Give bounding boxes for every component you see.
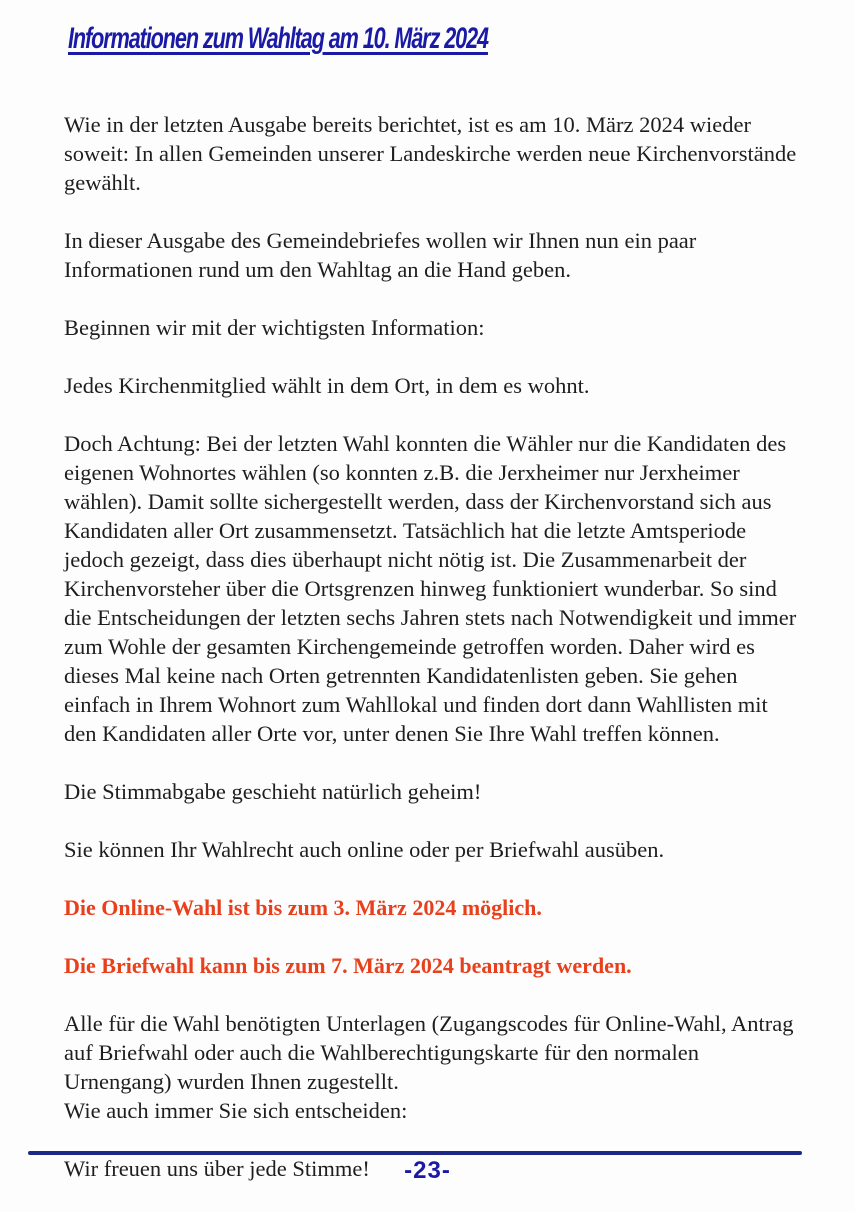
paragraph-intro: Wie in der letzten Ausgabe bereits berichtet, ist es am 10. März 2024 wieder soweit: In allen Gemeinden unserer Landeskirche werden neue Kirchenvorstände gewählt. — [64, 112, 797, 195]
postal-vote-deadline: Die Briefwahl kann bis zum 7. März 2024 beantragt werden. — [64, 953, 632, 978]
paragraph-important: Beginnen wir mit der wichtigsten Information: — [64, 315, 485, 340]
page-heading: Informationen zum Wahltag am 10. März 2024 — [68, 22, 488, 55]
page-number: -23- — [404, 1157, 451, 1184]
article-body — [64, 110, 804, 1212]
paragraph-online-postal: Sie können Ihr Wahlrecht auch online oder per Briefwahl ausüben. — [64, 837, 665, 862]
paragraph-closing: Wir freuen uns über jede Stimme! — [64, 1156, 370, 1181]
paragraph-attention: Doch Achtung: Bei der letzten Wahl konnten die Wähler nur die Kandidaten des eigenen Wohnortes wählen (so konnten z.B. die Jerxheimer nur Jerxheimer wählen). Damit sollte sichergestellt werden, dass der Kirchenvorstand sich aus Kandidaten aller Ort zusammensetzt. Tatsächlich hat die letzte Amtsperiode jedoch gezeigt, dass dies überhaupt nicht nötig ist. Die Zusammenarbeit der Kirchenvorsteher über die Ortsgrenzen hinweg funktioniert wunderbar. So sind die Entscheidungen der letzten sechs Jahren stets nach Notwendigkeit und immer zum Wohle der gesamten Kirchengemeinde getroffen worden. Daher wird es dieses Mal keine nach Orten getrennten Kandidatenlisten geben. Sie gehen einfach in Ihrem Wohnort zum Wahllokal und finden dort dann Wahllisten mit den Kandidaten aller Orte vor, unter denen Sie Ihre Wahl treffen können. — [64, 431, 797, 746]
online-vote-deadline: Die Online-Wahl ist bis zum 3. März 2024 möglich. — [64, 895, 542, 920]
paragraph-decide: Wie auch immer Sie sich entscheiden: — [64, 1098, 408, 1123]
paragraph-vote-location: Jedes Kirchenmitglied wählt in dem Ort, in dem es wohnt. — [64, 373, 590, 398]
paragraph-info: In dieser Ausgabe des Gemeindebriefes wollen wir Ihnen nun ein paar Informationen rund um den Wahltag an die Hand geben. — [64, 228, 697, 282]
paragraph-documents: Alle für die Wahl benötigten Unterlagen (Zugangscodes für Online-Wahl, Antrag auf Briefwahl oder auch die Wahlberechtigungskarte für den normalen Urnengang) wurden Ihnen zugestellt. — [64, 1011, 794, 1094]
footer-rule — [28, 1151, 802, 1155]
paragraph-secret-ballot: Die Stimmabgabe geschieht natürlich geheim! — [64, 779, 482, 804]
